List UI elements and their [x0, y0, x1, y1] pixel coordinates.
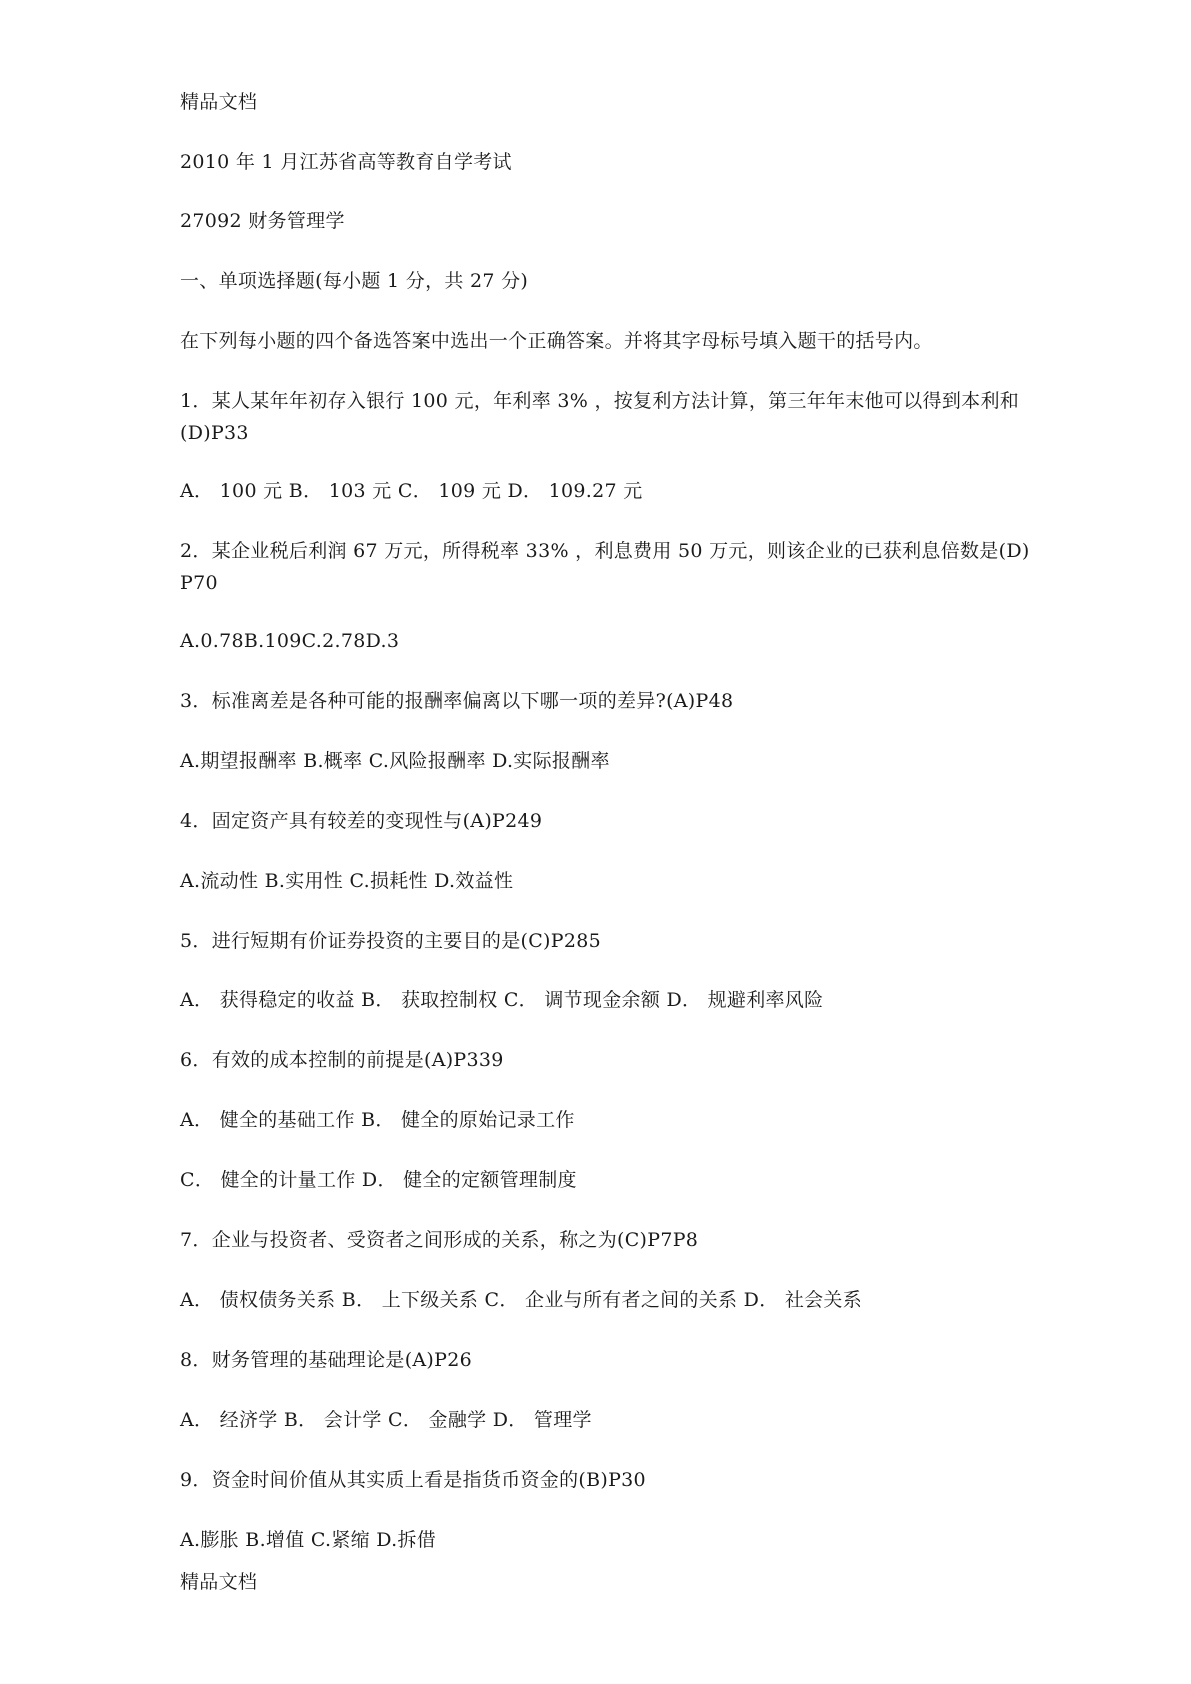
options-3: A.期望报酬率 B.概率 C.风险报酬率 D.实际报酬率: [180, 750, 610, 772]
question-9: 9．资金时间价值从其实质上看是指货币资金的(B)P30: [180, 1469, 646, 1491]
course-title: 27092 财务管理学: [180, 210, 345, 232]
page-header: 精品文档: [180, 91, 258, 113]
question-7: 7．企业与投资者、受资者之间形成的关系，称之为(C)P7P8: [180, 1229, 699, 1251]
options-8: A． 经济学 B． 会计学 C． 金融学 D． 管理学: [180, 1409, 592, 1431]
question-6: 6．有效的成本控制的前提是(A)P339: [180, 1049, 504, 1071]
options-7: A． 债权债务关系 B． 上下级关系 C． 企业与所有者之间的关系 D． 社会关系: [180, 1289, 863, 1311]
instruction-text: 在下列每小题的四个备选答案中选出一个正确答案。并将其字母标号填入题干的括号内。: [180, 330, 933, 352]
question-1: 1．某人某年年初存入银行 100 元，年利率 3% ，按复利方法计算，第三年年末他可以得到本利和(D)P33: [180, 390, 1020, 444]
options-5: A． 获得稳定的收益 B． 获取控制权 C． 调节现金余额 D． 规避利率风险: [180, 989, 824, 1011]
question-8: 8．财务管理的基础理论是(A)P26: [180, 1349, 472, 1371]
exam-title: 2010 年 1 月江苏省高等教育自学考试: [180, 151, 512, 173]
options-6-line-1: A． 健全的基础工作 B． 健全的原始记录工作: [180, 1109, 575, 1131]
question-4: 4．固定资产具有较差的变现性与(A)P249: [180, 810, 543, 832]
options-6-line-2: C． 健全的计量工作 D． 健全的定额管理制度: [180, 1169, 577, 1191]
options-2: A.0.78B.109C.2.78D.3: [180, 630, 400, 652]
options-1: A． 100 元 B． 103 元 C． 109 元 D． 109.27 元: [180, 480, 643, 502]
question-5: 5．进行短期有价证券投资的主要目的是(C)P285: [180, 930, 602, 952]
options-4: A.流动性 B.实用性 C.损耗性 D.效益性: [180, 870, 514, 892]
options-9: A.膨胀 B.增值 C.紧缩 D.拆借: [180, 1529, 437, 1551]
question-2: 2．某企业税后利润 67 万元，所得税率 33% ，利息费用 50 万元，则该企业的已获利息倍数是(D)P70: [180, 540, 1030, 594]
page-footer: 精品文档: [180, 1571, 258, 1593]
question-3: 3．标准离差是各种可能的报酬率偏离以下哪一项的差异?(A)P48: [180, 690, 734, 712]
section-heading: 一、单项选择题(每小题 1 分，共 27 分): [180, 270, 529, 292]
